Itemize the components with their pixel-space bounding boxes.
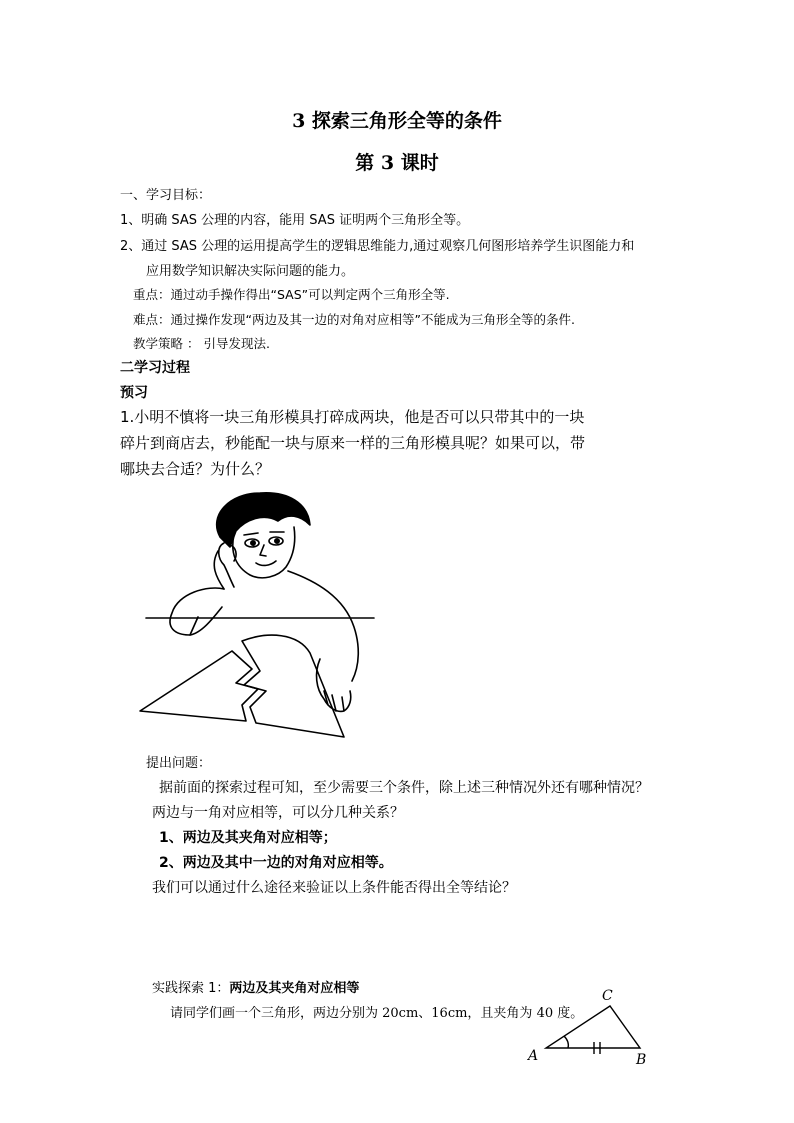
raise-paragraph-2: 两边与一角对应相等，可以分几种关系？	[152, 805, 404, 821]
lesson-subtitle: 第 3 课时	[355, 152, 439, 174]
objective-item-1: 1、明确 SAS 公理的内容，能用 SAS 证明两个三角形全等。	[120, 213, 470, 228]
broken-triangle-illustration	[138, 485, 398, 745]
difficulty-point: 难点：通过操作发现“两边及其一边的对角对应相等”不能成为三角形全等的条件.	[133, 312, 575, 327]
practice-heading	[152, 977, 359, 996]
raise-paragraph-3: 我们可以通过什么途径来验证以上条件能否得出全等结论？	[152, 880, 516, 896]
practice-text: 请同学们画一个三角形，两边分别为 20cm、16cm，且夹角为 40 度。	[170, 1006, 584, 1021]
case-1: 1、两边及其夹角对应相等；	[159, 830, 337, 846]
objective-item-2a: 2、通过 SAS 公理的运用提高学生的逻辑思维能力,通过观察几何图形培养学生识图能力和	[120, 239, 635, 254]
teaching-strategy: 教学策略 ： 引导发现法.	[133, 336, 270, 351]
question-1-line-1: 1.小明不慎将一块三角形模具打碎成两块，他是否可以只带其中的一块	[120, 408, 585, 426]
triangle-abc-diagram	[524, 984, 664, 1074]
objective-item-2b: 应用数学知识解决实际问题的能力。	[146, 264, 355, 279]
question-1-line-2: 碎片到商店去，秒能配一块与原来一样的三角形模具呢？如果可以，带	[120, 434, 586, 452]
vertex-label-a: A	[528, 1048, 539, 1064]
raise-paragraph-1: 据前面的探索过程可知，至少需要三个条件，除上述三种情况外还有哪种情况？	[159, 780, 649, 796]
question-1-line-3: 哪块去合适？为什么？	[120, 460, 271, 478]
vertex-label-b: B	[636, 1052, 647, 1068]
practice-label-bold: 两边及其夹角对应相等	[229, 981, 360, 996]
process-heading: 二学习过程	[120, 360, 190, 376]
key-point: 重点：通过动手操作得出“SAS”可以判定两个三角形全等.	[133, 287, 450, 302]
preview-heading: 预习	[120, 385, 148, 401]
vertex-label-c: C	[602, 988, 613, 1004]
objectives-heading: 一、学习目标：	[120, 188, 212, 203]
page-title: 3 探索三角形全等的条件	[292, 110, 502, 132]
practice-label: 实践探索 1：	[152, 981, 230, 996]
case-2: 2、两边及其中一边的对角对应相等。	[159, 855, 393, 871]
raise-question-heading: 提出问题：	[146, 756, 212, 771]
